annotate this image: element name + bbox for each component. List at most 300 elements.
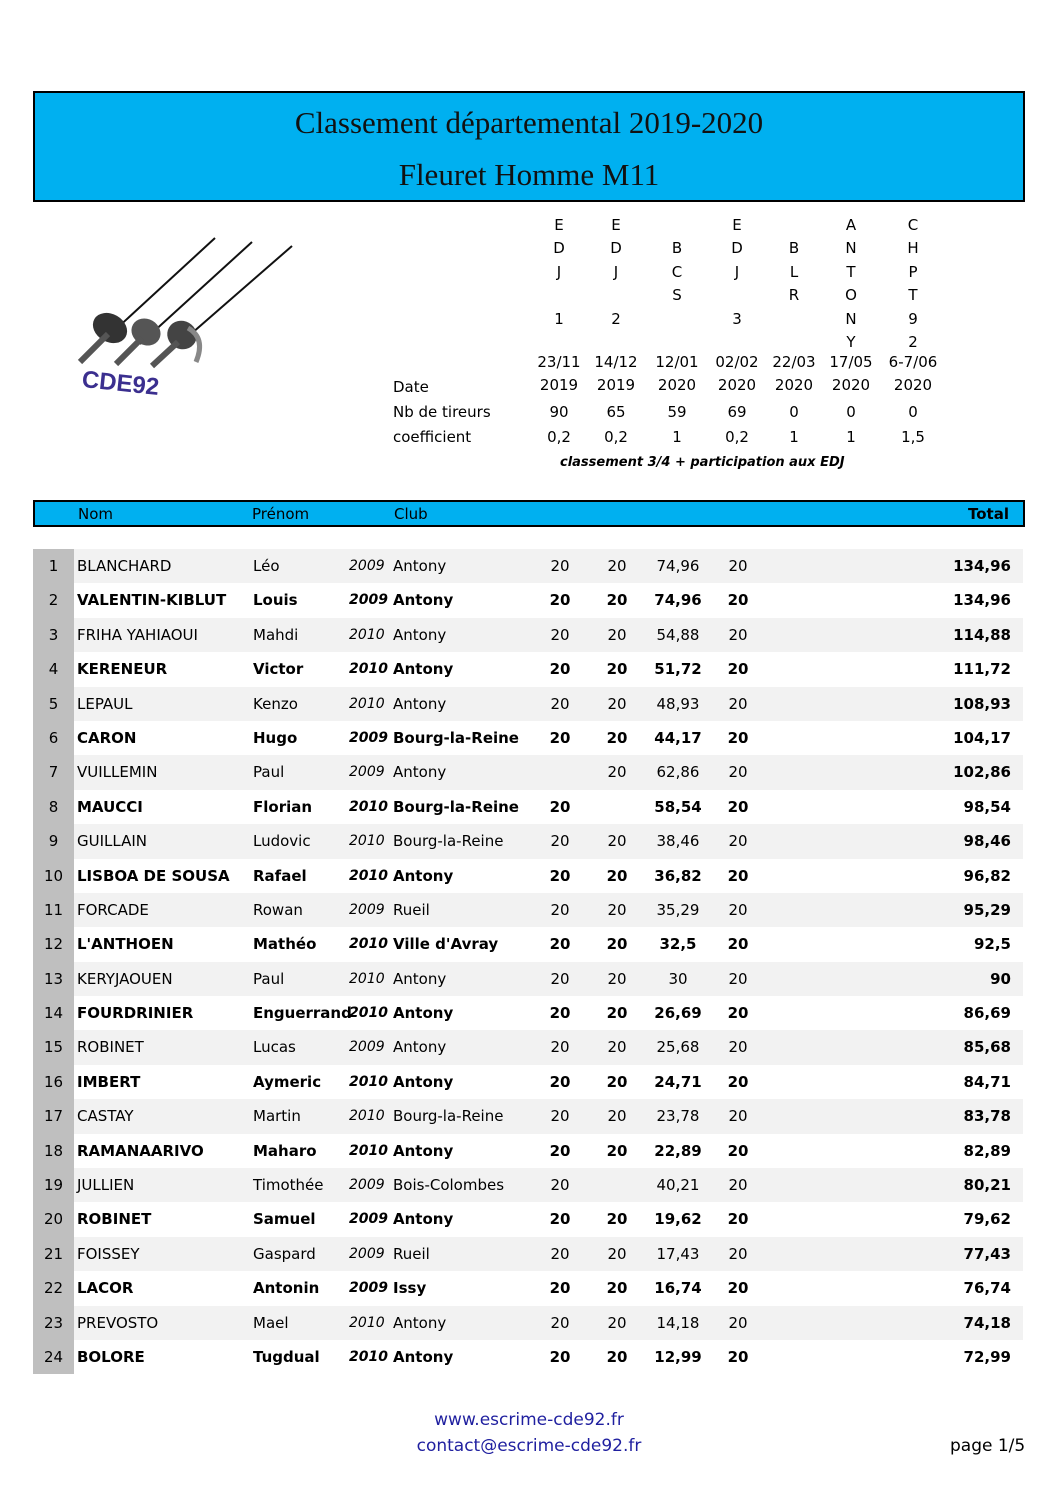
competition-code-1 <box>537 214 581 354</box>
competition-tireurs: 0 <box>846 403 856 421</box>
club-cell: Antony <box>393 1004 454 1023</box>
rank-cell: 7 <box>33 755 74 789</box>
year-cell: 2010 <box>349 1108 385 1125</box>
rank-cell: 23 <box>33 1306 74 1340</box>
nom-cell: FOURDRINIER <box>77 1004 194 1023</box>
score-cell: 38,46 <box>656 832 700 851</box>
year-cell: 2009 <box>349 1280 388 1297</box>
score-cell: 12,99 <box>654 1347 702 1366</box>
score-cell: 20 <box>607 763 627 782</box>
code-letter <box>537 331 581 354</box>
table-row <box>33 859 1023 893</box>
nom-cell: PREVOSTO <box>77 1313 159 1332</box>
score-cell: 20 <box>606 935 628 954</box>
score-cell: 20 <box>549 728 571 747</box>
code-letter <box>772 308 816 331</box>
score-cell: 20 <box>728 1107 748 1126</box>
competition-coef: 1 <box>846 428 856 446</box>
score-cell: 20 <box>728 625 748 644</box>
rank-cell: 16 <box>33 1065 74 1099</box>
score-cell: 20 <box>606 1141 628 1160</box>
competition-tireurs: 90 <box>549 403 569 421</box>
table-row <box>33 790 1023 824</box>
table-row <box>33 996 1023 1030</box>
score-cell: 20 <box>549 935 571 954</box>
nom-cell: KERYJAOUEN <box>77 969 173 988</box>
competition-date2: 2020 <box>831 376 871 394</box>
prenom-cell: Gaspard <box>253 1244 316 1263</box>
club-cell: Bourg-la-Reine <box>393 832 504 851</box>
nom-cell: VALENTIN-KIBLUT <box>77 591 227 610</box>
club-cell: Antony <box>393 660 454 679</box>
nom-cell: LACOR <box>77 1279 134 1298</box>
year-cell: 2010 <box>349 798 388 815</box>
club-cell: Antony <box>393 1313 447 1332</box>
code-letter: Y <box>846 332 856 351</box>
club-cell: Rueil <box>393 900 430 919</box>
score-cell: 20 <box>728 1313 748 1332</box>
score-cell: 20 <box>727 1210 749 1229</box>
rank-cell: 13 <box>33 962 74 996</box>
nom-cell: BOLORE <box>77 1347 145 1366</box>
rank-cell: 6 <box>33 721 74 755</box>
score-cell: 51,72 <box>654 660 702 679</box>
column-header-bar <box>33 500 1025 527</box>
club-cell: Bourg-la-Reine <box>393 1107 504 1126</box>
competition-date1: 6-7/06 <box>888 353 938 371</box>
prenom-cell: Tugdual <box>253 1347 320 1366</box>
year-cell: 2009 <box>349 1211 388 1228</box>
rank-cell: 18 <box>33 1134 74 1168</box>
code-letter: L <box>789 262 799 281</box>
score-cell: 22,89 <box>654 1141 702 1160</box>
prenom-cell: Ludovic <box>253 832 311 851</box>
score-cell: 30 <box>668 969 688 988</box>
nom-cell: KERENEUR <box>77 660 168 679</box>
score-cell: 20 <box>727 1279 749 1298</box>
club-cell: Bourg-la-Reine <box>393 728 519 747</box>
competition-date2: 2019 <box>596 376 636 394</box>
nom-cell: MAUCCI <box>77 797 143 816</box>
table-row <box>33 1134 1023 1168</box>
score-cell: 20 <box>727 935 749 954</box>
year-cell: 2009 <box>349 1245 385 1262</box>
total-cell: 134,96 <box>953 591 1011 610</box>
total-cell: 114,88 <box>953 625 1011 644</box>
prenom-cell: Mathéo <box>253 935 317 954</box>
score-cell: 20 <box>727 797 749 816</box>
footer-website-link[interactable]: www.escrime-cde92.fr <box>434 1410 624 1430</box>
total-cell: 102,86 <box>953 763 1011 782</box>
club-cell: Bourg-la-Reine <box>393 797 519 816</box>
club-cell: Antony <box>393 557 447 575</box>
club-cell: Antony <box>393 866 454 885</box>
table-row <box>33 1030 1023 1064</box>
competition-code-2 <box>594 214 638 354</box>
rank-cell: 24 <box>33 1340 74 1374</box>
score-cell: 20 <box>727 728 749 747</box>
club-cell: Antony <box>393 1210 454 1229</box>
total-cell: 95,29 <box>963 900 1011 919</box>
score-cell: 20 <box>728 1176 748 1195</box>
code-letter: 9 <box>908 309 918 328</box>
score-cell: 20 <box>607 1038 627 1057</box>
competition-date1: 22/03 <box>772 353 816 371</box>
score-cell: 20 <box>728 763 748 782</box>
score-cell: 20 <box>607 694 627 713</box>
cde92-logo <box>70 232 310 407</box>
competition-date2: 2019 <box>539 376 579 394</box>
code-letter: 2 <box>611 309 621 328</box>
col-total: Total <box>968 505 1009 523</box>
year-cell: 2010 <box>349 1348 388 1365</box>
prenom-cell: Aymeric <box>253 1072 322 1091</box>
year-cell: 2009 <box>349 1039 385 1056</box>
score-cell: 58,54 <box>654 797 702 816</box>
score-cell: 20 <box>550 1176 570 1195</box>
rank-cell: 10 <box>33 859 74 893</box>
score-cell: 20 <box>727 591 749 610</box>
rank-cell: 5 <box>33 687 74 721</box>
prenom-cell: Antonin <box>253 1279 320 1298</box>
prenom-cell: Maharo <box>253 1141 317 1160</box>
score-cell: 20 <box>606 1279 628 1298</box>
prenom-cell: Hugo <box>253 728 298 747</box>
rank-cell: 21 <box>33 1237 74 1271</box>
total-cell: 92,5 <box>973 935 1011 954</box>
competition-tireurs: 0 <box>908 403 918 421</box>
score-cell: 20 <box>550 625 570 644</box>
club-cell: Antony <box>393 591 454 610</box>
table-row <box>33 1237 1023 1271</box>
total-cell: 111,72 <box>953 660 1011 679</box>
year-cell: 2010 <box>349 833 385 850</box>
code-letter: E <box>732 216 742 234</box>
code-letter: R <box>788 286 800 305</box>
prenom-cell: Mael <box>253 1313 289 1332</box>
code-letter: D <box>553 239 565 258</box>
total-cell: 74,18 <box>963 1313 1011 1332</box>
score-cell: 20 <box>728 900 748 919</box>
table-row <box>33 1065 1023 1099</box>
club-cell: Antony <box>393 969 447 988</box>
prenom-cell: Paul <box>253 969 285 988</box>
code-letter: 1 <box>554 309 564 328</box>
total-cell: 98,46 <box>963 832 1011 851</box>
rank-cell: 19 <box>33 1168 74 1202</box>
club-cell: Rueil <box>393 1244 430 1263</box>
nom-cell: L'ANTHOEN <box>77 935 174 954</box>
score-cell: 20 <box>607 625 627 644</box>
rank-cell: 12 <box>33 927 74 961</box>
total-cell: 84,71 <box>963 1072 1011 1091</box>
code-letter: N <box>845 309 857 328</box>
score-cell: 20 <box>606 1210 628 1229</box>
code-letter: B <box>788 239 800 258</box>
rank-cell: 17 <box>33 1099 74 1133</box>
code-letter: O <box>845 286 857 305</box>
competition-coef: 0,2 <box>725 428 749 446</box>
competition-tireurs: 0 <box>789 403 799 421</box>
coef-label: coefficient <box>393 428 472 446</box>
score-cell: 54,88 <box>656 625 700 644</box>
competition-code-3 <box>655 214 699 354</box>
competition-tireurs: 59 <box>667 403 687 421</box>
code-letter: P <box>908 262 918 281</box>
code-letter: S <box>672 286 682 305</box>
ranking-table <box>33 549 1023 1374</box>
prenom-cell: Victor <box>253 660 304 679</box>
table-row <box>33 1202 1023 1236</box>
year-cell: 2009 <box>349 764 385 781</box>
score-cell: 20 <box>550 557 570 575</box>
club-cell: Antony <box>393 694 447 713</box>
year-cell: 2010 <box>349 970 385 987</box>
table-row <box>33 962 1023 996</box>
score-cell: 20 <box>549 1004 571 1023</box>
score-cell: 62,86 <box>656 763 700 782</box>
footer-email-link[interactable]: contact@escrime-cde92.fr <box>416 1436 642 1456</box>
score-cell: 20 <box>606 1072 628 1091</box>
score-cell: 20 <box>549 797 571 816</box>
total-cell: 77,43 <box>963 1244 1011 1263</box>
code-letter: T <box>846 262 856 281</box>
year-cell: 2010 <box>349 695 385 712</box>
competition-date1: 23/11 <box>537 353 581 371</box>
total-cell: 104,17 <box>953 728 1011 747</box>
score-cell: 19,62 <box>654 1210 702 1229</box>
score-cell: 20 <box>607 969 627 988</box>
code-letter <box>655 308 699 331</box>
code-letter <box>594 331 638 354</box>
score-cell: 20 <box>549 1279 571 1298</box>
nom-cell: ROBINET <box>77 1210 152 1229</box>
nom-cell: GUILLAIN <box>77 832 147 851</box>
nom-cell: JULLIEN <box>77 1176 135 1195</box>
score-cell: 20 <box>727 1072 749 1091</box>
code-letter: J <box>734 262 740 281</box>
rank-cell: 11 <box>33 893 74 927</box>
competition-date2: 2020 <box>774 376 814 394</box>
club-cell: Issy <box>393 1279 427 1298</box>
table-row <box>33 824 1023 858</box>
code-letter: H <box>907 239 919 258</box>
table-row <box>33 687 1023 721</box>
code-letter: J <box>556 262 562 281</box>
table-row <box>33 583 1023 617</box>
table-row <box>33 1271 1023 1305</box>
score-cell: 74,96 <box>656 557 700 575</box>
club-cell: Ville d'Avray <box>393 935 499 954</box>
prenom-cell: Rafael <box>253 866 307 885</box>
prenom-cell: Rowan <box>253 900 303 919</box>
prenom-cell: Florian <box>253 797 313 816</box>
nom-cell: ROBINET <box>77 1038 144 1057</box>
competition-coef: 1 <box>672 428 682 446</box>
code-letter <box>594 284 638 307</box>
nom-cell: IMBERT <box>77 1072 141 1091</box>
total-cell: 82,89 <box>963 1141 1011 1160</box>
code-letter: A <box>845 216 857 234</box>
year-cell: 2010 <box>349 867 388 884</box>
score-cell: 20 <box>550 1313 570 1332</box>
code-letter: D <box>731 239 743 258</box>
club-cell: Antony <box>393 763 447 782</box>
ranking-note: classement 3/4 + participation aux EDJ <box>560 455 845 470</box>
code-letter: J <box>613 262 619 281</box>
code-letter: 2 <box>908 332 918 351</box>
score-cell: 20 <box>549 866 571 885</box>
score-cell: 20 <box>549 1210 571 1229</box>
code-letter: E <box>611 216 621 234</box>
year-cell: 2010 <box>349 1073 388 1090</box>
competition-date1: 12/01 <box>655 353 699 371</box>
year-cell: 2009 <box>349 592 388 609</box>
rank-cell: 20 <box>33 1202 74 1236</box>
date-label: Date <box>393 378 429 396</box>
score-cell: 32,5 <box>659 935 697 954</box>
competition-tireurs: 69 <box>727 403 747 421</box>
score-cell: 20 <box>606 1004 628 1023</box>
year-cell: 2010 <box>349 661 388 678</box>
score-cell: 20 <box>550 1038 570 1057</box>
competition-coef: 0,2 <box>547 428 571 446</box>
total-cell: 98,54 <box>963 797 1011 816</box>
year-cell: 2010 <box>349 1142 388 1159</box>
score-cell: 20 <box>606 728 628 747</box>
score-cell: 20 <box>607 832 627 851</box>
prenom-cell: Paul <box>253 763 285 782</box>
score-cell: 20 <box>606 866 628 885</box>
table-row <box>33 618 1023 652</box>
code-letter: E <box>554 216 564 234</box>
rank-cell: 1 <box>33 549 74 583</box>
col-nom: Nom <box>78 505 114 523</box>
prenom-cell: Lucas <box>253 1038 296 1057</box>
nom-cell: LISBOA DE SOUSA <box>77 866 230 885</box>
total-cell: 80,21 <box>963 1176 1011 1195</box>
club-cell: Antony <box>393 1141 454 1160</box>
year-cell: 2010 <box>349 1005 388 1022</box>
rank-cell: 9 <box>33 824 74 858</box>
score-cell: 20 <box>550 1107 570 1126</box>
col-prenom: Prénom <box>252 505 310 523</box>
table-row <box>33 927 1023 961</box>
table-row <box>33 1099 1023 1133</box>
code-letter <box>655 331 699 354</box>
competition-code-6 <box>829 214 873 354</box>
total-cell: 85,68 <box>963 1038 1011 1057</box>
year-cell: 2010 <box>349 1314 385 1331</box>
nom-cell: FORCADE <box>77 900 149 919</box>
code-letter: 3 <box>732 309 742 328</box>
score-cell: 20 <box>728 694 748 713</box>
table-row <box>33 549 1023 583</box>
score-cell: 25,68 <box>656 1038 700 1057</box>
competition-date1: 02/02 <box>715 353 759 371</box>
total-cell: 134,96 <box>953 557 1011 575</box>
year-cell: 2009 <box>349 901 385 918</box>
year-cell: 2009 <box>349 729 388 746</box>
table-row <box>33 721 1023 755</box>
code-letter: C <box>907 216 919 234</box>
score-cell: 20 <box>728 1038 748 1057</box>
score-cell: 20 <box>727 866 749 885</box>
code-letter <box>772 331 816 354</box>
prenom-cell: Enguerrand <box>253 1004 352 1023</box>
nom-cell: FOISSEY <box>77 1244 140 1263</box>
nom-cell: VUILLEMIN <box>77 763 158 782</box>
total-cell: 79,62 <box>963 1210 1011 1229</box>
year-cell: 2010 <box>349 936 388 953</box>
prenom-cell: Kenzo <box>253 694 298 713</box>
score-cell: 20 <box>607 1313 627 1332</box>
score-cell: 20 <box>727 1004 749 1023</box>
code-letter: N <box>845 239 857 258</box>
code-letter: C <box>671 262 683 281</box>
competition-date2: 2020 <box>893 376 933 394</box>
score-cell: 20 <box>728 557 748 575</box>
rank-cell: 15 <box>33 1030 74 1064</box>
competition-code-7 <box>891 214 935 354</box>
year-cell: 2009 <box>349 558 385 574</box>
score-cell: 20 <box>549 1072 571 1091</box>
score-cell: 20 <box>550 1244 570 1263</box>
code-letter: B <box>671 239 683 258</box>
competition-date2: 2020 <box>717 376 757 394</box>
competition-code-5 <box>772 214 816 354</box>
club-cell: Antony <box>393 625 447 644</box>
competition-tireurs: 65 <box>606 403 626 421</box>
nom-cell: BLANCHARD <box>77 557 172 575</box>
competition-coef: 0,2 <box>604 428 628 446</box>
code-letter <box>772 214 816 237</box>
prenom-cell: Louis <box>253 591 298 610</box>
competition-date1: 17/05 <box>829 353 873 371</box>
score-cell: 16,74 <box>654 1279 702 1298</box>
score-cell: 20 <box>550 969 570 988</box>
table-row <box>33 1168 1023 1202</box>
score-cell: 44,17 <box>654 728 702 747</box>
score-cell: 20 <box>549 1141 571 1160</box>
score-cell: 20 <box>727 1347 749 1366</box>
prenom-cell: Samuel <box>253 1210 316 1229</box>
page-number: page 1/5 <box>950 1436 1026 1456</box>
score-cell: 48,93 <box>656 694 700 713</box>
competition-date2: 2020 <box>657 376 697 394</box>
page-subtitle: Fleuret Homme M11 <box>398 157 660 192</box>
score-cell: 26,69 <box>654 1004 702 1023</box>
nom-cell: CASTAY <box>77 1107 134 1126</box>
rank-cell: 3 <box>33 618 74 652</box>
score-cell: 36,82 <box>654 866 702 885</box>
score-cell: 20 <box>550 832 570 851</box>
score-cell: 40,21 <box>656 1176 700 1195</box>
total-cell: 83,78 <box>963 1107 1011 1126</box>
score-cell: 24,71 <box>654 1072 702 1091</box>
score-cell: 14,18 <box>656 1313 700 1332</box>
total-cell: 86,69 <box>963 1004 1011 1023</box>
competition-coef: 1 <box>789 428 799 446</box>
score-cell: 20 <box>728 969 748 988</box>
competition-coef: 1,5 <box>901 428 925 446</box>
nom-cell: RAMANAARIVO <box>77 1141 204 1160</box>
competition-code-4 <box>715 214 759 354</box>
score-cell: 20 <box>606 660 628 679</box>
prenom-cell: Timothée <box>253 1176 324 1195</box>
title-banner <box>33 91 1025 202</box>
code-letter <box>537 284 581 307</box>
